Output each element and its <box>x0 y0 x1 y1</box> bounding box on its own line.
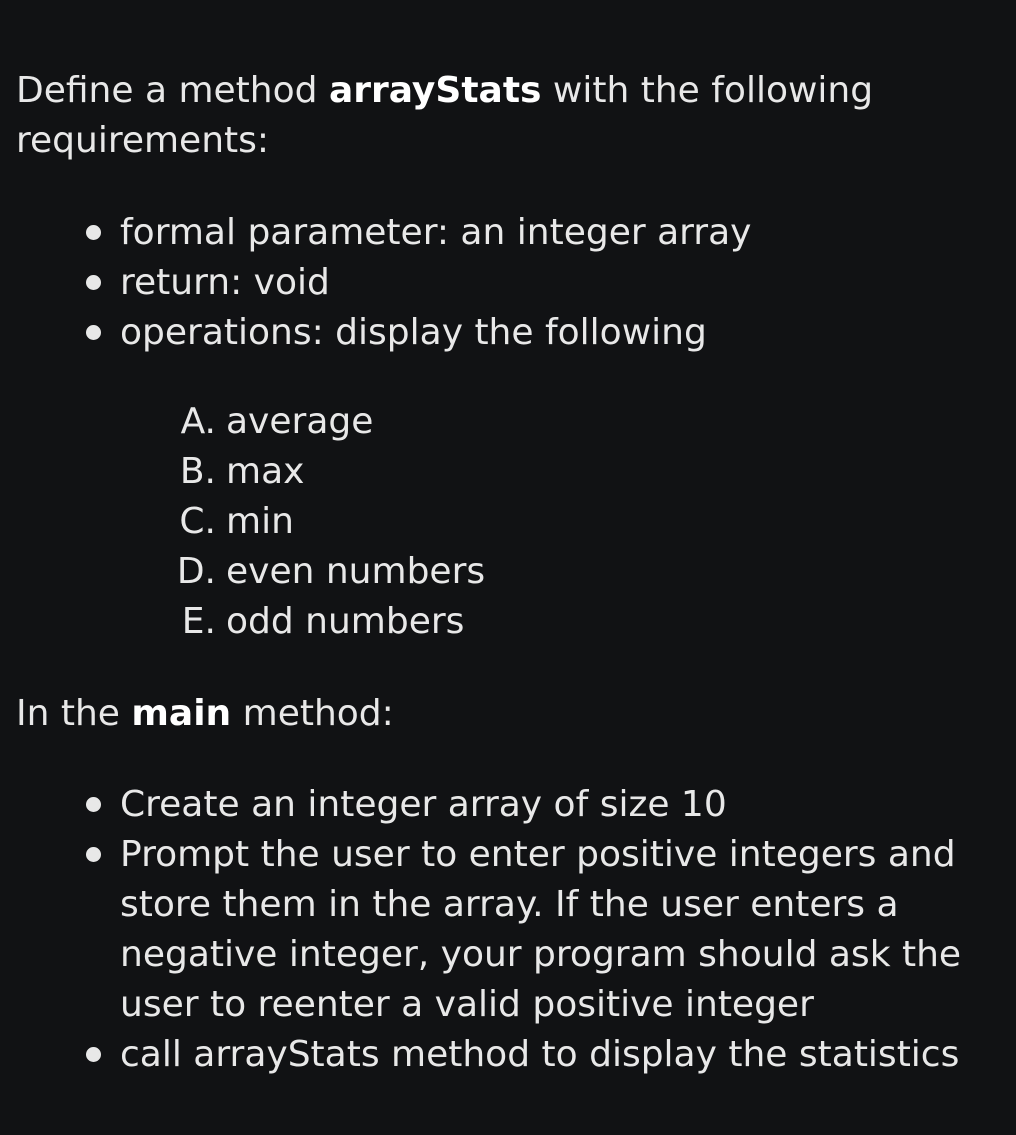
operation-letter: A. <box>180 401 216 442</box>
main-step-item <box>120 780 1006 830</box>
bullet-icon <box>86 275 101 290</box>
operation-item <box>16 397 1006 447</box>
operation-text: even numbers <box>226 551 486 592</box>
operations-list <box>16 397 1006 647</box>
bullet-icon <box>86 325 101 340</box>
requirement-item <box>120 208 1006 258</box>
operation-text: min <box>226 501 294 542</box>
operation-letter: E. <box>181 601 216 642</box>
main-step-text: call arrayStats method to display the statistics <box>120 1034 960 1075</box>
requirements-list <box>16 208 1006 358</box>
operation-text: max <box>226 451 305 492</box>
main-steps-list <box>16 780 1006 1080</box>
method-name-arraystats: arrayStats <box>328 70 542 111</box>
operation-item <box>16 597 1006 647</box>
intro-paragraph <box>16 66 1006 166</box>
main-step-text: Create an integer array of size 10 <box>120 784 727 825</box>
main-step-text: Prompt the user to enter positive integers and store them in the array. If the user enters a negative integer, your program should ask the user to reenter a valid positive integer <box>120 834 962 1025</box>
bullet-icon <box>86 1047 101 1062</box>
method-name-main: main <box>131 693 232 734</box>
operation-item <box>16 547 1006 597</box>
requirement-item <box>120 308 1006 358</box>
operation-text: odd numbers <box>226 601 465 642</box>
operation-item <box>16 447 1006 497</box>
requirement-text: operations: display the following <box>120 312 707 353</box>
main-prefix: In the <box>16 693 132 734</box>
operation-letter: C. <box>179 501 216 542</box>
operation-letter: B. <box>179 451 216 492</box>
assignment-document <box>16 66 1006 1080</box>
operation-text: average <box>226 401 374 442</box>
main-method-paragraph <box>16 689 1006 739</box>
bullet-icon <box>86 225 101 240</box>
bullet-icon <box>86 797 101 812</box>
intro-suffix: with the following requirements: <box>16 70 874 161</box>
operation-item <box>16 497 1006 547</box>
intro-prefix: Define a method <box>16 70 329 111</box>
main-step-item <box>120 1030 1006 1080</box>
requirement-text: formal parameter: an integer array <box>120 212 752 253</box>
main-suffix: method: <box>231 693 394 734</box>
bullet-icon <box>86 847 101 862</box>
requirement-item <box>120 258 1006 308</box>
operation-letter: D. <box>176 551 216 592</box>
requirement-text: return: void <box>120 262 330 303</box>
main-step-item <box>120 830 1006 1030</box>
